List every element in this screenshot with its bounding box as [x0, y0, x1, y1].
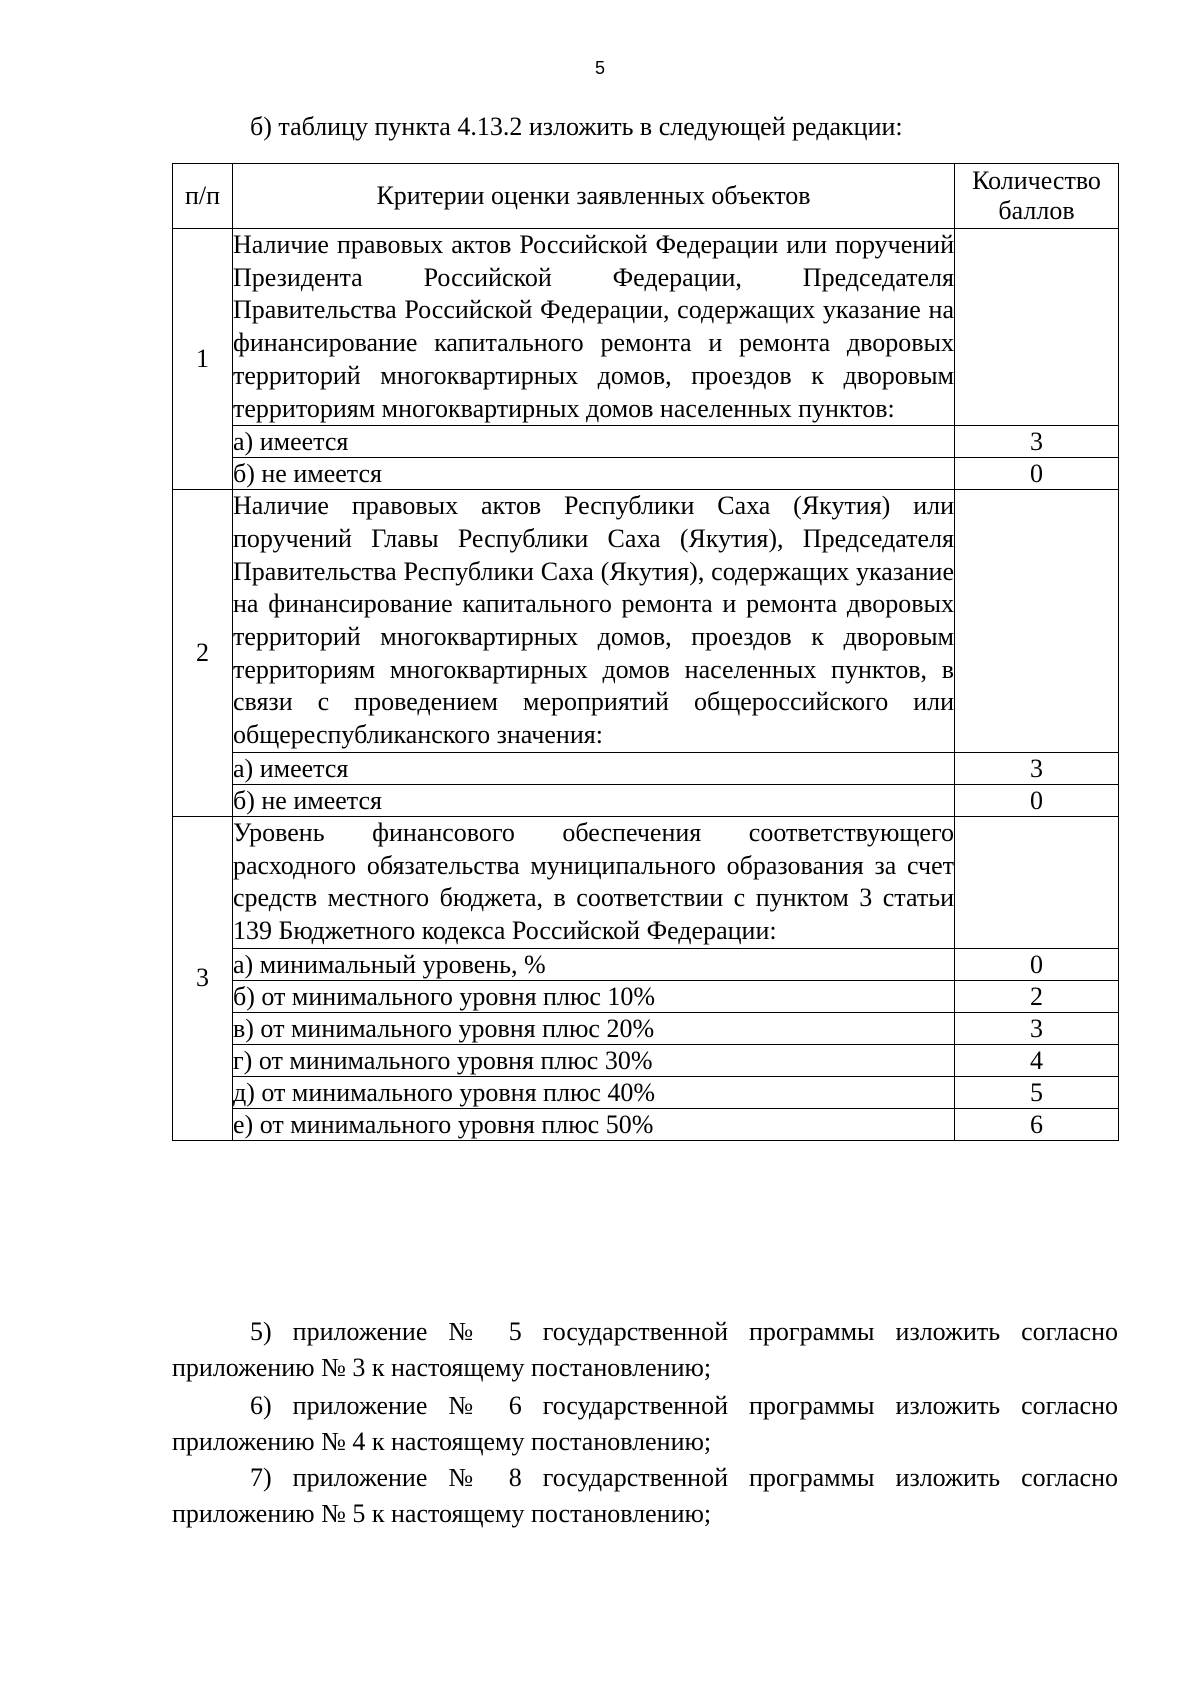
option-row: [173, 752, 1119, 784]
option-label: е) от минимального уровня плюс 50%: [233, 1108, 955, 1140]
row-number: 2: [173, 490, 233, 817]
option-label: а) имеется: [233, 426, 955, 458]
option-row: [173, 980, 1119, 1012]
criteria-table: [172, 163, 1119, 1141]
option-label: в) от минимального уровня плюс 20%: [233, 1012, 955, 1044]
criterion-text: Уровень финансового обеспечения соответствующего расходного обязательства муниципального образования за счет средств местного бюджета, в соответствии с пунктом 3 статьи 139 Бюджетного кодекса Российской Федерации:: [233, 816, 955, 948]
table-row: [173, 490, 1119, 753]
table-row: [173, 229, 1119, 426]
paragraph-item-5: 5) приложение № 5 государственной программы изложить согласно приложению № 3 к настоящему постановлению;: [172, 1317, 1118, 1382]
row-number: 3: [173, 816, 233, 1140]
option-label: а) имеется: [233, 752, 955, 784]
option-row: [173, 458, 1119, 490]
score-cell-empty: [955, 229, 1119, 426]
option-label: д) от минимального уровня плюс 40%: [233, 1076, 955, 1108]
header-score: Количество баллов: [955, 164, 1119, 229]
option-score: 3: [955, 1012, 1119, 1044]
option-label: г) от минимального уровня плюс 30%: [233, 1044, 955, 1076]
option-row: [173, 1108, 1119, 1140]
option-score: 0: [955, 458, 1119, 490]
option-label: б) не имеется: [233, 458, 955, 490]
criterion-text: Наличие правовых актов Республики Саха (Якутия) или поручений Главы Республики Саха (Якутия), Председателя Правительства Республики Саха (Якутия), содержащих указание на финансирование капитального ремонта и ремонта дворовых территорий многоквартирных домов, проездов к дворовым территориям многоквартирных домов населенных пунктов, в связи с проведением мероприятий общероссийского или общереспубликанского значения:: [233, 490, 955, 753]
option-row: [173, 1012, 1119, 1044]
option-row: [173, 1044, 1119, 1076]
option-score: 4: [955, 1044, 1119, 1076]
table-intro: б) таблицу пункта 4.13.2 изложить в следующей редакции:: [250, 112, 903, 141]
option-row: [173, 784, 1119, 816]
option-row: [173, 426, 1119, 458]
option-score: 6: [955, 1108, 1119, 1140]
page-number: 5: [594, 58, 605, 78]
score-cell-empty: [955, 490, 1119, 753]
option-label: б) не имеется: [233, 784, 955, 816]
option-label: а) минимальный уровень, %: [233, 948, 955, 980]
criterion-text: Наличие правовых актов Российской Федерации или поручений Президента Российской Федерации, Председателя Правительства Российской Федерации, содержащих указание на финансирование капитального ремонта и ремонта дворовых территорий многоквартирных домов, проездов к дворовым территориям многоквартирных домов населенных пунктов:: [233, 229, 955, 426]
option-score: 5: [955, 1076, 1119, 1108]
table-header-row: [173, 164, 1119, 229]
paragraph-item-6: 6) приложение № 6 государственной программы изложить согласно приложению № 4 к настоящему постановлению;: [172, 1391, 1118, 1456]
paragraph-item-7: 7) приложение № 8 государственной программы изложить согласно приложению № 5 к настоящему постановлению;: [172, 1463, 1118, 1528]
option-score: 2: [955, 980, 1119, 1012]
table-row: [173, 816, 1119, 948]
header-criteria: Критерии оценки заявленных объектов: [233, 164, 955, 229]
option-score: 3: [955, 426, 1119, 458]
option-label: б) от минимального уровня плюс 10%: [233, 980, 955, 1012]
option-score: 0: [955, 784, 1119, 816]
score-cell-empty: [955, 816, 1119, 948]
header-number: п/п: [173, 164, 233, 229]
option-row: [173, 1076, 1119, 1108]
option-score: 0: [955, 948, 1119, 980]
row-number: 1: [173, 229, 233, 490]
option-row: [173, 948, 1119, 980]
option-score: 3: [955, 752, 1119, 784]
